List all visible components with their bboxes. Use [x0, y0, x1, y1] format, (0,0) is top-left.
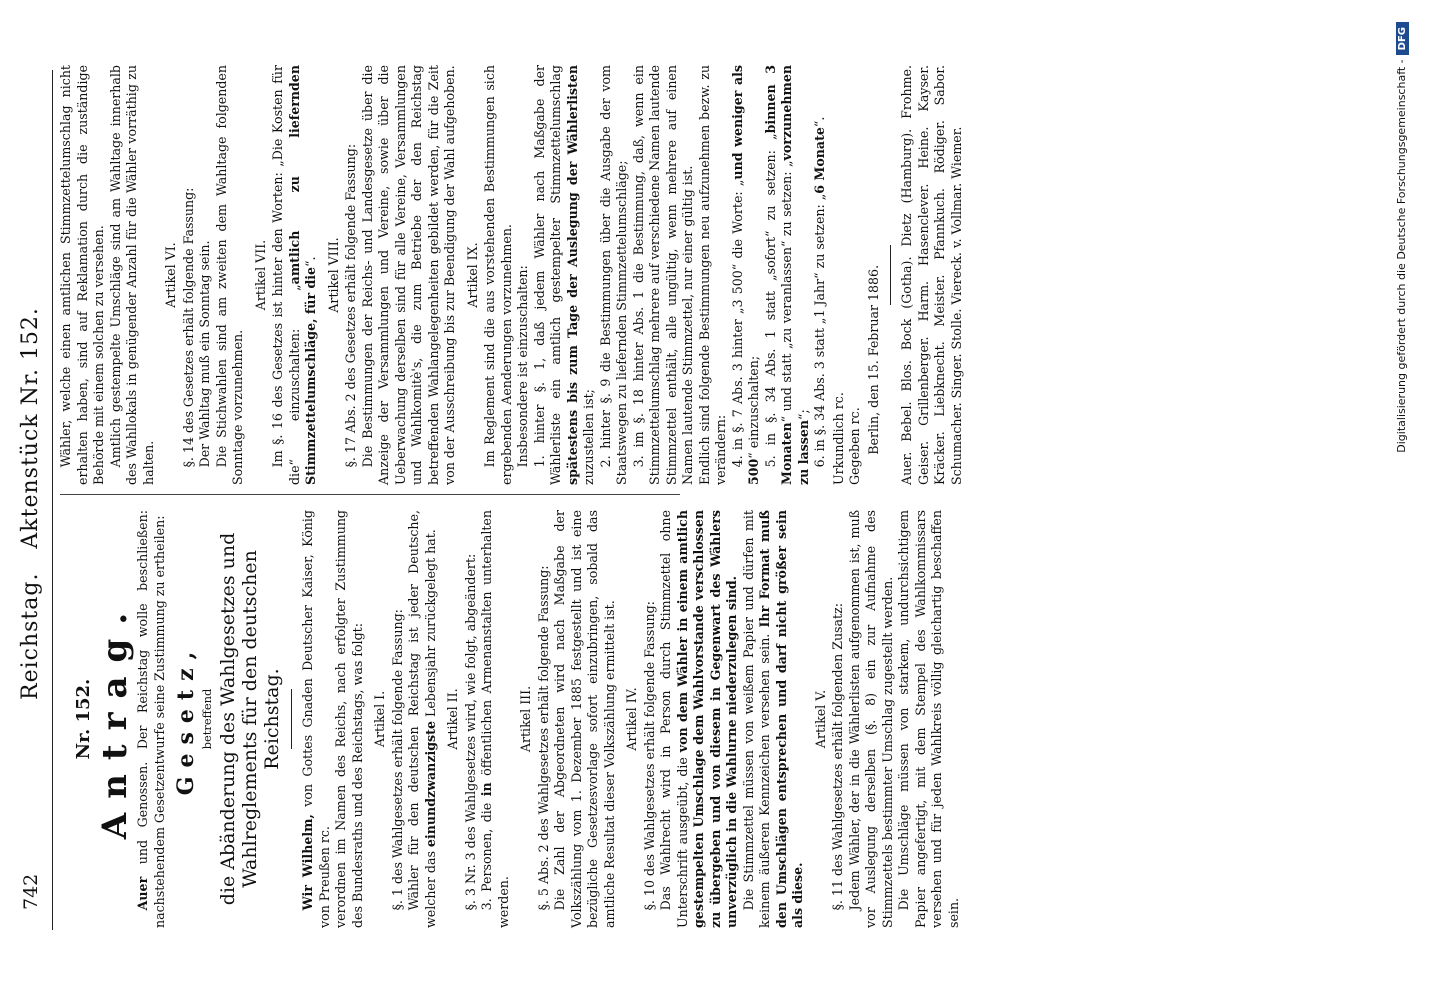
- article-9-item-5: 5. in §. 34 Abs. 1 statt „sofort“ zu setzen: „binnen 3 Monaten“ und statt „zu veranlassen“ zu setzen: „vorzunehmen zu lassen“;: [762, 65, 811, 485]
- document-type-heading: Antrag.: [94, 598, 135, 840]
- article-9-item-4: 4. in §. 7 Abs. 3 hinter „3 500“ die Worte: „und weniger als 500“ einzuschalten;: [729, 65, 761, 485]
- article-2-quote: 3. Personen, die in öffentlichen Armenanstalten unterhalten werden.: [479, 510, 511, 928]
- article-7-heading: Artikel VII.: [252, 239, 268, 311]
- article-9-text-3: Endlich sind folgende Bestimmungen neu aufzunehmen bezw. zu verändern:: [696, 65, 728, 485]
- footer-credit: [1395, 0, 1409, 1000]
- closing-urkundlich: Urkundlich rc.: [830, 392, 846, 485]
- article-9-item-2: 2. hinter §. 9 die Bestimmungen über die Ausgabe der vom Staatswegen zu liefernden Stimmzettelumschläge;: [597, 65, 629, 485]
- article-4-heading: Artikel IV.: [624, 687, 639, 751]
- article-4-quote-1: Das Wahlrecht wird in Person durch Stimmzettel ohne Unterschrift ausgeübt, die von dem Wähler in einem amtlich gestempelten Umschlage dem Wahlvorstande verschlossen zu übergeben und von diesem in Gegenwart des Wählers unverzüglich in die Wahlurne niederzulegen sind.: [658, 510, 739, 928]
- digitization-credit: Digitalisierung gefördert durch die Deutsche Forschungsgemeinschaft -: [1395, 59, 1408, 453]
- law-title: die Abänderung des Wahlgesetzes und Wahlreglements für den deutschen Reichstag.: [217, 532, 283, 906]
- article-7-text: Im §. 16 des Gesetzes ist hinter den Worten: „Die Kosten für die“ einzuschalten: „amtlich zu liefernden Stimmzettelumschläge, für die“.: [270, 65, 318, 485]
- right-column: [58, 65, 965, 485]
- article-4-quote-2: Die Stimmzettel müssen von weißem Papier und dürfen mit keinem äußeren Kennzeichen versehen sein. Ihr Format muß den Umschlägen entsprechen und darf nicht größer sein als diese.: [740, 510, 805, 928]
- left-column: [58, 510, 962, 928]
- dfg-logo: DFG: [1396, 22, 1409, 55]
- running-head: Reichstag. Aktenstück Nr. 152.: [18, 307, 43, 700]
- intro-paragraph: Auer und Genossen. Der Reichstag wolle beschließen: nachstehendem Gesetzentwurfe seine Zustimmung zu ertheilen:: [135, 510, 167, 928]
- article-8-quote: Die Bestimmungen der Reichs- und Landesgesetze über die Anzeige der Versammlungen und Vereine, sowie über die Ueberwachung derselben sind für alle Vereine, Versammlungen und Wahlkomitè's, die zum Betriebe der den Reichstag betreffenden Wahlangelegenheiten gebildet werden, für die Zeit von der Ausschreibung bis zur Beendigung der Wahl aufgehoben.: [359, 65, 457, 485]
- article-9-item-1: 1. hinter §. 1, daß jedem Wähler nach Maßgabe der Wählerliste ein amtlich gestempelter Stimmzettelumschlag spätestens bis zum Tage der Auslegung der Wählerlisten zuzustellen ist;: [531, 65, 596, 485]
- article-3-text: §. 5 Abs. 2 des Wahlgesetzes erhält folgende Fassung:: [535, 565, 551, 911]
- article-4-text: §. 10 des Wahlgesetzes erhält folgende Fassung:: [641, 601, 657, 911]
- article-5-heading: Artikel V.: [812, 689, 828, 749]
- betreffend-label: betreffend: [199, 688, 214, 750]
- article-9-heading: Artikel IX.: [464, 242, 480, 308]
- intro-signers: Auer: [135, 876, 150, 911]
- article-6-text: §. 14 des Gesetzes erhält folgende Fassung:: [180, 187, 196, 468]
- date-line: Berlin, den 15. Februar 1886.: [865, 264, 881, 455]
- preamble-continued: verordnen im Namen des Reichs, nach erfolgter Zustimmung des Bundesraths und des Reichstags, was folgt:: [333, 510, 365, 928]
- article-6-heading: Artikel VI.: [163, 242, 178, 308]
- article-3-heading: Artikel III.: [518, 685, 533, 753]
- article-9-item-6: 6. in §. 34 Abs. 3 statt „1 Jahr“ zu setzen: „6 Monate“.: [812, 116, 827, 468]
- article-5-quote-1: Jedem Wähler, der in die Wählerlisten aufgenommen ist, muß vor Auslegung derselben (§. 8) ein zur Aufnahme des Stimmzettels bestimmter Umschlag zugestellt werden.: [846, 510, 895, 928]
- article-5-quote-2: Die Umschläge müssen von starkem, undurchsichtigem Papier angefertigt, mit dem Stempel des Wahlkommissars versehen und für jeden Wahlkreis völlig gleichartig beschaffen sein.: [896, 510, 961, 928]
- article-2-text: §. 3 Nr. 3 des Wahlgesetzes wird, wie folgt, abgeändert:: [462, 553, 478, 911]
- column-divider: [60, 494, 680, 495]
- header-rule: [52, 70, 53, 930]
- article-2-heading: Artikel II.: [445, 688, 460, 750]
- article-6-quote-2: Die Stichwahlen sind am zweiten dem Wahltage folgenden Sonntage vorzunehmen.: [213, 65, 245, 485]
- article-3-quote: Die Zahl der Abgeordneten wird nach Maßgabe der Volkszählung vom 1. Dezember 1885 festgestellt und ist eine bezügliche Gesetzesvorlage sofort einzubringen, sobald das amtliche Resultat dieser Volkszählung ermittelt ist.: [552, 510, 617, 928]
- signatories: Auer. Bebel. Blos. Bock (Gotha). Dietz (Hamburg). Frohme. Geiser. Grillenberger. Harm. Hasenclever. Heine. Kayser. Kräcker. Liebknecht. Meister. Pfannkuch. Rödiger. Sabor. Schumacher. Singer. Stolle. Viereck. v. Vollmar. Wiemer.: [899, 65, 964, 485]
- document-number: Nr. 152.: [73, 678, 94, 760]
- article-6-quote-1: Der Wahltag muß ein Sonntag sein.: [197, 240, 212, 468]
- law-heading: Gesetz,: [173, 642, 199, 796]
- page-header: [0, 0, 60, 1000]
- article-5-text: §. 11 des Wahlgesetzes erhält folgenden Zusatz:: [830, 603, 845, 911]
- closing-gegeben: Gegeben rc.: [847, 407, 862, 485]
- article-9-text-2: Insbesondere ist einzuschalten:: [515, 265, 530, 468]
- preamble: Wir Wilhelm, von Gottes Gnaden Deutscher Kaiser, König von Preußen rc.: [300, 510, 332, 928]
- continuation-paragraph-1: Wähler, welche einen amtlichen Stimmzettelumschlag nicht erhalten haben, sind auf Reklamation durch die zuständige Behörde mit einem solchen zu versehen.: [58, 65, 106, 485]
- article-1-quote: Wähler für den deutschen Reichstag ist jeder Deutsche, welcher das einundzwanzigste Lebensjahr zurückgelegt hat.: [406, 510, 438, 928]
- article-9-item-3: 3. im §. 18 hinter Abs. 1 die Bestimmung, daß, wenn ein Stimmzettelumschlag mehrere auf verschiedene Namen lautende Stimmzettel enthält, alle ungültig, wenn mehrere auf einen Namen lautende Stimmzettel, nur einer gültig ist.: [630, 65, 695, 485]
- continuation-paragraph-2: Amtlich gestempelte Umschläge sind am Wahltage innerhalb des Wahllokals in genügender Anzahl für die Wähler vorräthig zu halten.: [107, 65, 156, 485]
- article-1-text: §. 1 des Wahlgesetzes erhält folgende Fassung:: [389, 609, 405, 911]
- article-8-text: §. 17 Abs. 2 des Gesetzes erhält folgende Fassung:: [343, 143, 358, 468]
- article-1-heading: Artikel I.: [372, 690, 387, 748]
- title-rule: [291, 689, 292, 749]
- page-number: 742: [20, 873, 42, 910]
- article-8-heading: Artikel VIII.: [325, 237, 341, 313]
- signature-rule: [890, 245, 891, 305]
- article-9-text-1: Im Reglement sind die aus vorstehenden Bestimmungen sich ergebenden Aenderungen vorzunehmen.: [482, 65, 514, 485]
